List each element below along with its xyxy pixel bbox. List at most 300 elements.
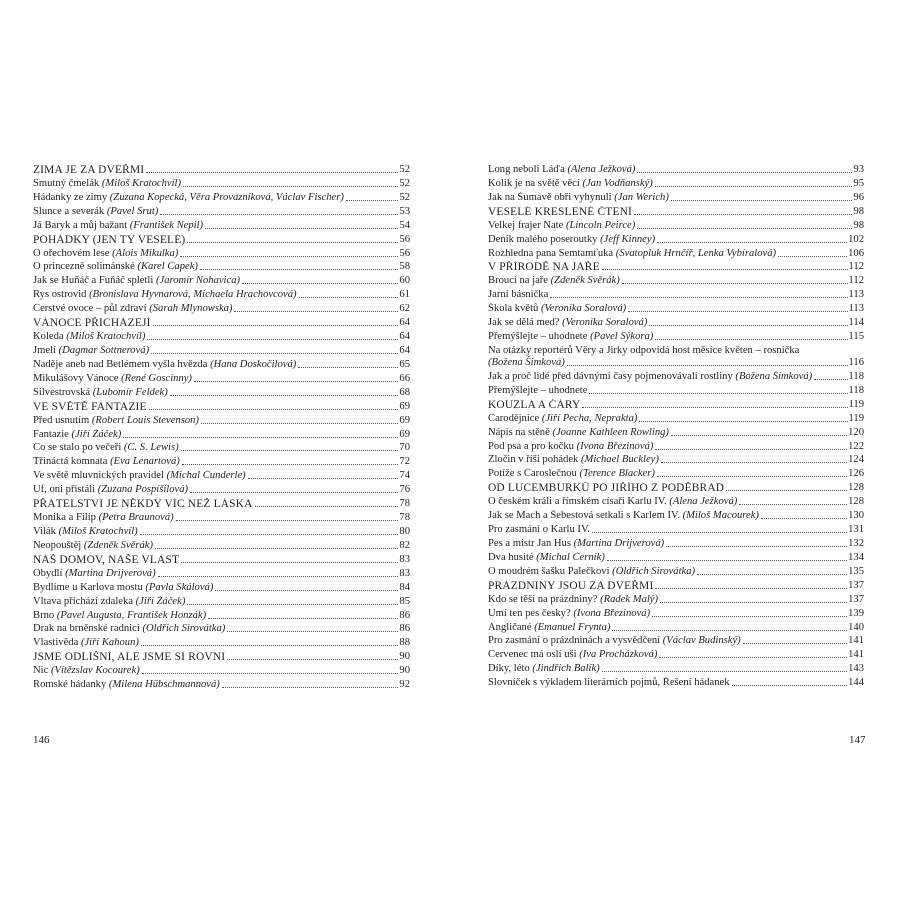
toc-entry bbox=[488, 608, 864, 620]
toc-entry-author: (Emanuel Frynta) bbox=[534, 621, 611, 633]
section-title bbox=[33, 498, 253, 510]
toc-entry-title bbox=[488, 234, 655, 246]
toc-title-text: Vltava přichází zdaleka bbox=[33, 595, 136, 607]
toc-entry bbox=[488, 441, 864, 453]
toc-title-text: Rys ostrovid bbox=[33, 289, 90, 301]
toc-entry-author: (Svatopluk Hrnčíř, Lenka Vybíralová) bbox=[615, 247, 777, 259]
left-page bbox=[33, 164, 410, 693]
toc-entry bbox=[33, 289, 410, 301]
toc-entry-author: (C. S. Lewis) bbox=[123, 442, 179, 454]
dot-leader bbox=[655, 588, 847, 589]
toc-section-heading bbox=[33, 317, 410, 329]
toc-page-number: 96 bbox=[853, 191, 864, 203]
toc-title-text: VESELÉ KRESLENÉ ČTENÍ bbox=[488, 205, 633, 218]
toc-entry-title bbox=[488, 413, 637, 425]
toc-page-number: 141 bbox=[848, 635, 864, 647]
toc-entry bbox=[33, 596, 410, 608]
toc-entry-title bbox=[488, 441, 653, 453]
toc-entry-title bbox=[33, 415, 199, 427]
dot-leader bbox=[655, 186, 853, 187]
toc-entry bbox=[488, 663, 864, 675]
toc-title-text: Fantazie bbox=[33, 428, 72, 440]
toc-title-text: Třináctá komnata bbox=[33, 456, 111, 468]
toc-title-text: Deník malého poseroutky bbox=[488, 233, 601, 245]
toc-entry bbox=[488, 317, 864, 329]
toc-entry-title bbox=[488, 331, 653, 343]
section-title bbox=[488, 482, 724, 494]
toc-page-number: 85 bbox=[399, 595, 410, 607]
toc-title-text: Rozhledna pana Semtamťuka bbox=[488, 247, 616, 259]
toc-entry-title bbox=[488, 552, 605, 564]
toc-page-number: 143 bbox=[848, 663, 864, 675]
toc-entry bbox=[33, 429, 410, 441]
dot-leader bbox=[697, 574, 847, 575]
toc-title-text: Brno bbox=[33, 609, 57, 621]
dot-leader bbox=[346, 200, 399, 201]
toc-page-number: 128 bbox=[848, 496, 864, 508]
toc-page-number: 119 bbox=[848, 398, 864, 410]
toc-title-text: Slovníček s výkladem literárních pojmů, Řešení hádanek bbox=[488, 677, 730, 689]
toc-entry bbox=[488, 677, 864, 689]
toc-page-number: 135 bbox=[848, 565, 864, 577]
toc-entry-author: (Vítězslav Kocourek) bbox=[50, 665, 140, 677]
dot-leader bbox=[141, 645, 398, 646]
toc-title-text: Obydlí bbox=[33, 567, 66, 579]
toc-page-number: 64 bbox=[399, 344, 410, 356]
page-number-right: 147 bbox=[849, 734, 866, 746]
section-title bbox=[488, 206, 632, 218]
toc-entry bbox=[33, 220, 410, 232]
toc-entry bbox=[488, 371, 864, 383]
toc-entry-title bbox=[33, 637, 139, 649]
toc-entry-title bbox=[488, 468, 655, 480]
toc-entry-title bbox=[33, 275, 240, 287]
toc-page-number: 69 bbox=[399, 400, 410, 412]
toc-page-number: 126 bbox=[848, 468, 864, 480]
toc-entry bbox=[488, 345, 864, 369]
toc-page-number: 120 bbox=[848, 426, 864, 438]
dot-leader bbox=[567, 365, 848, 366]
toc-entry-author: (Michal Černík) bbox=[536, 551, 605, 563]
toc-page-number: 128 bbox=[848, 482, 864, 494]
dot-leader bbox=[183, 186, 398, 187]
toc-page-number: 124 bbox=[848, 454, 864, 466]
toc-entry-title bbox=[33, 470, 246, 482]
toc-entry bbox=[488, 164, 864, 176]
toc-entry bbox=[33, 345, 410, 357]
toc-title-text: Díky, léto bbox=[488, 663, 533, 675]
toc-entry-author: (Alena Ježková) bbox=[669, 496, 738, 508]
toc-entry-title bbox=[33, 192, 344, 204]
toc-entry bbox=[33, 470, 410, 482]
toc-entry-title bbox=[488, 510, 759, 522]
toc-title-text: Ve světě mluvnických pravidel bbox=[33, 470, 167, 482]
toc-page-number: 119 bbox=[848, 412, 864, 424]
toc-section-heading bbox=[488, 482, 864, 494]
toc-title-text: Long neboli Láďa bbox=[488, 164, 568, 175]
toc-entry-title bbox=[488, 289, 548, 301]
toc-section-heading bbox=[488, 399, 864, 411]
toc-entry-title bbox=[488, 594, 658, 606]
dot-leader bbox=[602, 671, 847, 672]
toc-entry-title bbox=[33, 206, 158, 218]
toc-page-number: 86 bbox=[399, 623, 410, 635]
toc-entry-title bbox=[488, 303, 626, 315]
dot-leader bbox=[671, 435, 847, 436]
toc-title-text: Koleda bbox=[33, 331, 67, 343]
toc-entry-title bbox=[488, 164, 635, 176]
dot-leader bbox=[181, 450, 399, 451]
toc-entry-title bbox=[33, 623, 225, 635]
toc-entry-author: (Božena Šimková) bbox=[735, 370, 813, 382]
toc-entry bbox=[488, 303, 864, 315]
toc-entry bbox=[33, 512, 410, 524]
dot-leader bbox=[637, 228, 852, 229]
toc-entry bbox=[33, 359, 410, 371]
toc-title-text: Monika a Filip bbox=[33, 512, 99, 524]
toc-entry-title bbox=[488, 275, 620, 287]
toc-entry-author: (Pavel Šrut) bbox=[106, 205, 159, 217]
toc-entry-author: (Oldřich Sirovátka) bbox=[142, 623, 226, 635]
dot-leader bbox=[242, 283, 398, 284]
dot-leader bbox=[582, 407, 847, 408]
toc-page-number: 98 bbox=[853, 219, 864, 231]
toc-title-text: Uf, oni přistáli bbox=[33, 484, 98, 496]
dot-leader bbox=[739, 504, 847, 505]
section-title bbox=[488, 580, 653, 592]
toc-title-text: PŘÁTELSTVÍ JE NĚKDY VÍC NEŽ LÁSKA bbox=[33, 498, 253, 511]
toc-title-text: Pro zasmání o prázdninách a vysvědčení bbox=[488, 635, 663, 647]
toc-entry-title bbox=[33, 359, 296, 371]
toc-entry bbox=[488, 427, 864, 439]
toc-page-number: 76 bbox=[399, 484, 410, 496]
toc-title-text: Smutný čmelák bbox=[33, 177, 102, 189]
toc-entry-author: (Martina Drijverová) bbox=[573, 537, 665, 549]
toc-entry-author: (Pavla Skálová) bbox=[145, 581, 214, 593]
toc-page-number: 80 bbox=[399, 525, 410, 537]
toc-title-text: Co se stalo po večeři bbox=[33, 442, 124, 454]
toc-title-text: Jarní básnička bbox=[488, 289, 549, 301]
toc-title-text: Umí ten pes česky? bbox=[488, 607, 574, 619]
toc-section-heading bbox=[488, 580, 864, 592]
toc-entry bbox=[488, 496, 864, 508]
toc-page-number: 56 bbox=[399, 247, 410, 259]
dot-leader bbox=[151, 353, 398, 354]
toc-entry-author: (Miloš Kratochvíl) bbox=[101, 177, 182, 189]
toc-entry bbox=[488, 385, 864, 397]
page-number-left: 146 bbox=[33, 734, 50, 746]
toc-title-text: Angličané bbox=[488, 621, 535, 633]
toc-entry-title bbox=[488, 385, 587, 397]
dot-leader bbox=[200, 269, 398, 270]
toc-title-text: Kdo se těší na prázdniny? bbox=[488, 593, 601, 605]
toc-title-text: Jmelí bbox=[33, 344, 59, 356]
toc-entry bbox=[33, 484, 410, 496]
toc-entry-title bbox=[488, 524, 590, 536]
toc-entry-author: (Miloš Kratochvíl) bbox=[58, 525, 138, 537]
toc-title-text: Dva husité bbox=[488, 551, 537, 563]
dot-leader bbox=[187, 242, 398, 243]
toc-title-text: Brouci na jaře bbox=[488, 275, 551, 287]
toc-title-text: Potíže s Čaroslečnou bbox=[488, 468, 580, 480]
toc-entry-title: Na otázky reportérů Věry a Jirky odpovídá host měsíce květen – rosnička bbox=[488, 344, 800, 356]
toc-entry bbox=[488, 289, 864, 301]
toc-entry-title bbox=[33, 665, 140, 677]
toc-page-number: 52 bbox=[399, 164, 410, 175]
toc-entry-author: (Bronislava Hyvnarová, Michaela Hrachovcová) bbox=[89, 289, 297, 301]
toc-entry-author: (František Nepil) bbox=[129, 219, 204, 231]
toc-title-text: Jak se dělá med? bbox=[488, 317, 563, 329]
toc-entry bbox=[488, 275, 864, 287]
dot-leader bbox=[637, 172, 852, 173]
toc-page-number: 139 bbox=[848, 607, 864, 619]
toc-page-number: 106 bbox=[848, 247, 864, 259]
toc-entry-author: (Lincoln Peirce) bbox=[565, 219, 636, 231]
dot-leader bbox=[142, 673, 399, 674]
dot-leader bbox=[149, 409, 399, 410]
dot-leader bbox=[227, 659, 398, 660]
toc-entry-title bbox=[488, 608, 650, 620]
toc-title-text: Pro zasmání o Karlu IV. bbox=[488, 524, 590, 536]
dot-leader bbox=[660, 602, 847, 603]
dot-leader bbox=[634, 214, 852, 215]
toc-section-heading bbox=[488, 261, 864, 273]
dot-leader bbox=[639, 421, 847, 422]
toc-title-text: O princezně solimánské bbox=[33, 261, 138, 273]
toc-page-number: 92 bbox=[399, 679, 410, 691]
toc-title-text: Pod psa a pro kočku bbox=[488, 440, 577, 452]
toc-entry-author: (Jiří Kahoun) bbox=[80, 637, 139, 649]
toc-entry bbox=[33, 303, 410, 315]
toc-entry-title bbox=[33, 345, 149, 357]
toc-entry-author: (Miloš Kratochvíl) bbox=[66, 331, 146, 343]
toc-entry-title bbox=[488, 538, 664, 550]
toc-title-text: V PŘÍRODĚ NA JAŘE bbox=[488, 261, 600, 274]
toc-entry-title bbox=[488, 663, 600, 675]
toc-section-heading bbox=[33, 498, 410, 510]
dot-leader bbox=[612, 630, 847, 631]
toc-entry-author: (Radek Malý) bbox=[600, 593, 659, 605]
toc-title-text: Přemýšlejte – uhodnete bbox=[488, 384, 588, 396]
toc-section-heading bbox=[33, 164, 410, 176]
section-title bbox=[488, 399, 580, 411]
dot-leader bbox=[298, 367, 398, 368]
toc-entry-title bbox=[33, 568, 156, 580]
toc-entry-author: (Ivona Březinová) bbox=[576, 440, 654, 452]
toc-entry bbox=[33, 623, 410, 635]
toc-entry bbox=[488, 192, 864, 204]
toc-page-number: 115 bbox=[848, 331, 864, 343]
toc-title-text: Slunce a severák bbox=[33, 205, 107, 217]
dot-leader bbox=[649, 325, 847, 326]
toc-title-text: Velkej frajer Nate bbox=[488, 219, 566, 231]
toc-entry bbox=[488, 538, 864, 550]
toc-entry-title bbox=[488, 622, 610, 634]
toc-entry bbox=[488, 635, 864, 647]
toc-title-text: Naděje aneb nad Betlémem vyšla hvězda bbox=[33, 358, 211, 370]
toc-page-number: 102 bbox=[848, 233, 864, 245]
toc-page-number: 56 bbox=[399, 233, 410, 245]
dot-leader bbox=[158, 576, 399, 577]
dot-leader bbox=[248, 478, 399, 479]
toc-entry-title bbox=[488, 566, 695, 578]
toc-page-number: 83 bbox=[399, 553, 410, 565]
toc-entry bbox=[488, 331, 864, 343]
toc-entry-title bbox=[488, 248, 776, 260]
toc-entry bbox=[33, 679, 410, 691]
toc-list-left bbox=[33, 164, 410, 691]
toc-entry bbox=[33, 568, 410, 580]
toc-entry-author: (Eva Lenartová) bbox=[110, 456, 180, 468]
toc-entry-title bbox=[33, 596, 185, 608]
toc-page-number: 74 bbox=[399, 470, 410, 482]
toc-title-text: Bydlíme u Karlova mostu bbox=[33, 581, 146, 593]
toc-title-text: Hádanky ze zimy bbox=[33, 191, 110, 203]
toc-entry-title bbox=[488, 635, 741, 647]
toc-title-text: NÁŠ DOMOV, NAŠE VLAST bbox=[33, 553, 180, 566]
toc-entry-title bbox=[33, 303, 232, 315]
toc-page-number: 113 bbox=[848, 303, 864, 315]
toc-entry-author: (Václav Budinský) bbox=[662, 635, 741, 647]
toc-entry-author: (Jeff Kinney) bbox=[600, 233, 656, 245]
dot-leader bbox=[666, 546, 847, 547]
toc-entry-title bbox=[33, 178, 181, 190]
toc-entry bbox=[488, 510, 864, 522]
toc-page-number: 88 bbox=[399, 637, 410, 649]
dot-leader bbox=[194, 381, 398, 382]
toc-entry bbox=[488, 178, 864, 190]
toc-page-number: 122 bbox=[848, 440, 864, 452]
toc-entry-title bbox=[488, 649, 657, 661]
toc-entry-title bbox=[33, 373, 192, 385]
toc-page-number: 130 bbox=[848, 510, 864, 522]
toc-title-text: Jak a proč lidé před dávnými časy pojmenovávali rostliny bbox=[488, 370, 736, 382]
toc-page-number: 53 bbox=[399, 205, 410, 217]
toc-title-text: ZIMA JE ZA DVEŘMI bbox=[33, 164, 145, 176]
toc-page-number: 118 bbox=[848, 384, 864, 396]
toc-page-number: 68 bbox=[399, 386, 410, 398]
toc-entry bbox=[33, 442, 410, 454]
toc-entry-author: (Jiří Žáček) bbox=[71, 428, 122, 440]
toc-entry-author: (Michael Buckley) bbox=[580, 454, 659, 466]
toc-page-number: 84 bbox=[399, 581, 410, 593]
toc-entry-title bbox=[33, 220, 203, 232]
dot-leader bbox=[146, 172, 398, 173]
toc-entry-author: (Alois Mikulka) bbox=[112, 247, 179, 259]
toc-title-text: Romské hádanky bbox=[33, 679, 109, 691]
dot-leader bbox=[814, 379, 847, 380]
toc-entry bbox=[33, 540, 410, 552]
toc-entry-author: (Zdeněk Svěrák) bbox=[83, 539, 154, 551]
section-title bbox=[33, 554, 179, 566]
toc-entry-title bbox=[488, 317, 647, 329]
dot-leader bbox=[657, 476, 847, 477]
toc-entry bbox=[488, 649, 864, 661]
toc-title-text: VE SVĚTĚ FANTAZIE bbox=[33, 400, 147, 413]
toc-page-number: 66 bbox=[399, 372, 410, 384]
toc-section-heading bbox=[488, 206, 864, 218]
toc-page-number: 64 bbox=[399, 331, 410, 343]
toc-page-number: 58 bbox=[399, 261, 410, 273]
toc-entry-author: (Jaromír Nohavica) bbox=[155, 275, 241, 287]
toc-title-text: Nic bbox=[33, 665, 51, 677]
toc-entry-author: (Robert Louis Stevenson) bbox=[91, 414, 199, 426]
toc-title-text: Vlastivěda bbox=[33, 637, 81, 649]
toc-entry bbox=[33, 206, 410, 218]
toc-page-number: 116 bbox=[848, 356, 864, 368]
toc-page-number: 132 bbox=[848, 537, 864, 549]
dot-leader bbox=[234, 311, 398, 312]
toc-entry-author: (Zuzana Pospíšilová) bbox=[97, 484, 189, 496]
toc-entry bbox=[488, 234, 864, 246]
toc-page-number: 54 bbox=[399, 219, 410, 231]
toc-entry-line bbox=[488, 357, 864, 369]
toc-entry-author: (Jan Vodňanský) bbox=[582, 177, 653, 189]
toc-page-number: 69 bbox=[399, 414, 410, 426]
toc-entry bbox=[33, 665, 410, 677]
dot-leader bbox=[147, 339, 398, 340]
toc-entry-title bbox=[488, 220, 635, 232]
dot-leader bbox=[743, 643, 847, 644]
toc-entry-author: (Iva Procházková) bbox=[579, 649, 658, 661]
toc-entry-title bbox=[33, 540, 153, 552]
toc-entry-title bbox=[33, 512, 174, 524]
toc-entry bbox=[33, 275, 410, 287]
toc-entry-author: (Oldřich Sirovátka) bbox=[612, 565, 696, 577]
toc-title-text: O moudrém šašku Palečkovi bbox=[488, 565, 613, 577]
section-title bbox=[33, 651, 225, 663]
toc-title-text: Zločin v říši pohádek bbox=[488, 454, 581, 466]
toc-list-right bbox=[488, 164, 864, 689]
dot-leader bbox=[655, 449, 847, 450]
dot-leader bbox=[659, 657, 847, 658]
toc-entry bbox=[33, 637, 410, 649]
toc-entry-author: (Jiří Pecha, Neprakta) bbox=[541, 412, 638, 424]
toc-entry-author: (Karel Čapek) bbox=[137, 261, 198, 273]
dot-leader bbox=[208, 618, 398, 619]
toc-title-text: Přemýšlejte – uhodnete bbox=[488, 331, 591, 343]
toc-page-number: 90 bbox=[399, 665, 410, 677]
toc-entry bbox=[33, 331, 410, 343]
dot-leader bbox=[628, 311, 847, 312]
toc-page-number: 72 bbox=[399, 456, 410, 468]
toc-entry bbox=[33, 582, 410, 594]
toc-entry-title bbox=[488, 427, 669, 439]
toc-title-text: Mikulášovy Vánoce bbox=[33, 372, 122, 384]
dot-leader bbox=[182, 464, 399, 465]
toc-title-text: Drak na brněnské radnici bbox=[33, 623, 143, 635]
toc-entry bbox=[33, 373, 410, 385]
dot-leader bbox=[589, 393, 847, 394]
toc-page-number: 90 bbox=[399, 651, 410, 663]
toc-entry bbox=[488, 468, 864, 480]
toc-entry-author: (Zdeněk Svěrák) bbox=[550, 275, 620, 287]
dot-leader bbox=[299, 297, 399, 298]
toc-page-number: 95 bbox=[853, 177, 864, 189]
dot-leader bbox=[255, 506, 399, 507]
toc-title-text: KOUZLA A ČÁRY bbox=[488, 398, 581, 411]
toc-title-text: Nápis na stěně bbox=[488, 426, 553, 438]
toc-entry-title bbox=[33, 610, 206, 622]
toc-entry bbox=[33, 456, 410, 468]
dot-leader bbox=[215, 590, 398, 591]
toc-title-text: Před usnutím bbox=[33, 414, 92, 426]
toc-title-text: PRÁZDNINY JSOU ZA DVEŘMI bbox=[488, 579, 654, 592]
dot-leader bbox=[222, 687, 399, 688]
toc-page-number: 69 bbox=[399, 428, 410, 440]
toc-entry-author: (Martina Drijverová) bbox=[65, 567, 156, 579]
toc-title-text: Červenec má oslí uši bbox=[488, 649, 580, 661]
